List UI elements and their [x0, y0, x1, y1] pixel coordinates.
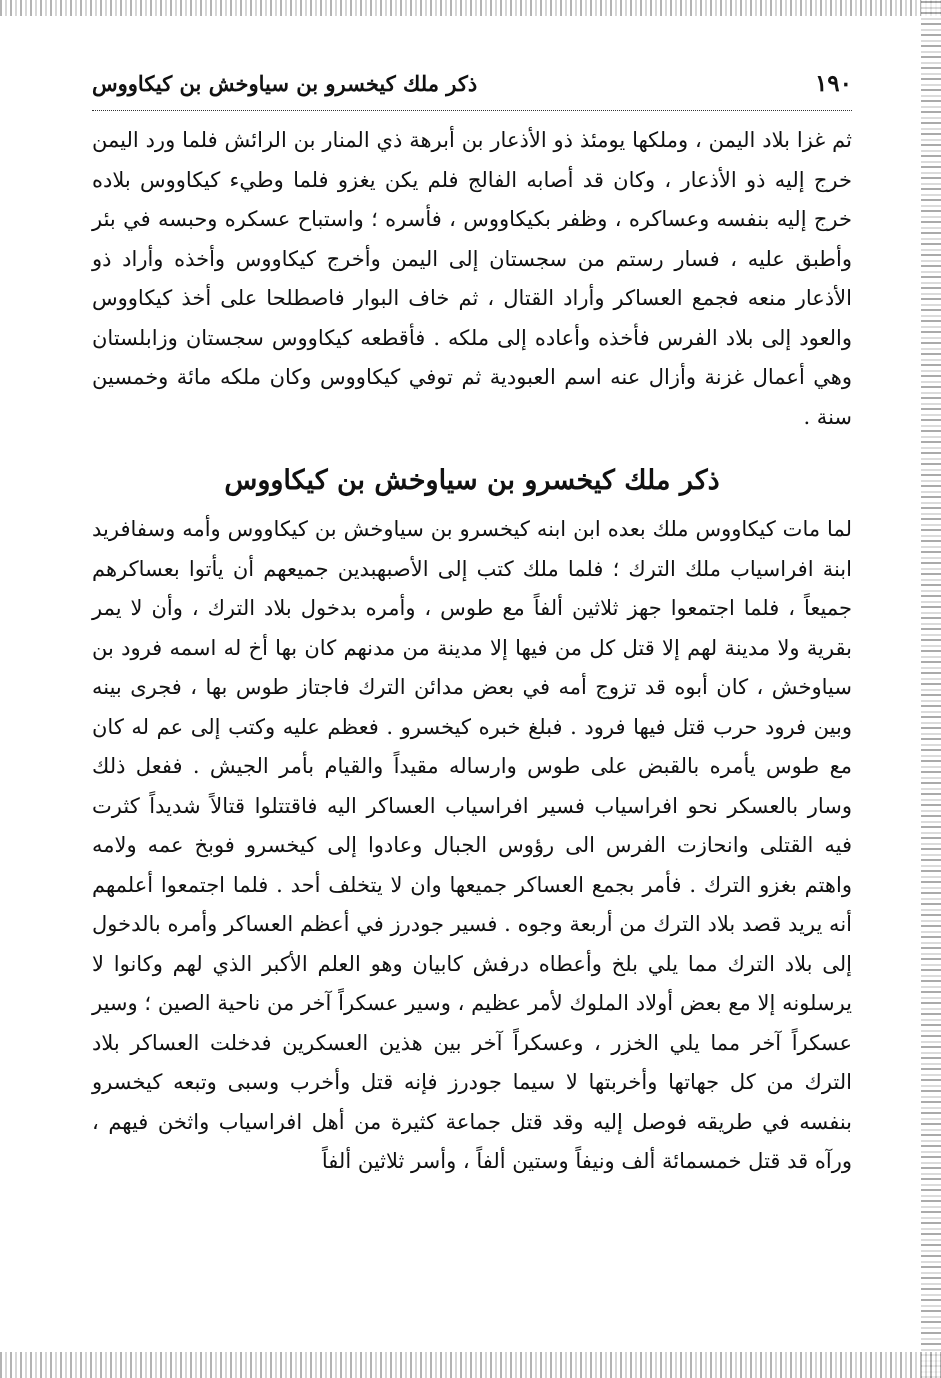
page-number: ١٩٠ [814, 70, 852, 97]
paragraph-body: لما مات كيكاووس ملك بعده ابن ابنه كيخسرو بن سياوخش بن كيكاووس وأمه وسفافريد ابنة افراسياب ملك الترك ؛ فلما ملك كتب إلى الأصبهبدين جميعهم أن يأتوا بعساكرهم جميعاً ، فلما اجتمعوا جهز ثلاثين ألفاً مع طوس ، وأمره بدخول بلاد الترك ، وأن لا يمر بقرية ولا مدينة لهم إلا قتل كل من فيها إلا مدينة من مدنهم كان بها أخ له اسمه فرود بن سياوخش ، كان أبوه قد تزوج أمه في بعض مدائن الترك فاجتاز طوس بها ، فجرى بينه وبين فرود حرب قتل فيها فرود . فبلغ خبره كيخسرو . فعظم عليه وكتب إلى عم له كان مع طوس يأمره بالقبض على طوس وارساله مقيداً والقيام بأمر الجيش . ففعل ذلك وسار بالعسكر نحو افراسياب فسير افراسياب العساكر اليه فاقتتلوا قتالاً شديداً كثرت فيه القتلى وانحازت الفرس الى رؤوس الجبال وعادوا إلى كيخسرو فوبخ عمه ولامه واهتم بغزو الترك . فأمر بجمع العساكر جميعها وان لا يتخلف أحد . فلما اجتمعوا أعلمهم أنه يريد قصد بلاد الترك من أربعة وجوه . فسير جودرز في أعظم العساكر وأمره بالدخول إلى بلاد الترك مما يلي بلخ وأعطاه درفش كابيان وهو العلم الأكبر الذي لهم وكانوا لا يرسلونه إلا مع بعض أولاد الملوك لأمر عظيم ، وسير عسكراً آخر من ناحية الصين ؛ وسير عسكراً آخر مما يلي الخزر ، وعسكراً آخر بين هذين العسكرين فدخلت العساكر بلاد الترك من كل جهاتها وأخربتها لا سيما جودرز فإنه قتل وأخرب وسبى وتبعه كيخسرو بنفسه في طريقه فوصل إليه وقد قتل جماعة كثيرة من أهل افراسياب واثخن فيهم ، ورآه قد قتل خمسمائة ألف ونيفاً وستين ألفاً ، وأسر ثلاثين ألفاً [92, 517, 853, 1173]
scan-border-bottom [0, 1352, 941, 1378]
scan-border-top [0, 0, 941, 16]
paragraph-intro: ثم غزا بلاد اليمن ، وملكها يومئذ ذو الأذعار بن أبرهة ذي المنار بن الرائش فلما ورد اليمن خرج إليه ذو الأذعار ، وكان قد أصابه الفالج فلم يكن يغزو فلما وطيء كيكاووس بلاده خرج إليه بنفسه وعساكره ، وظفر بكيكاووس ، فأسره ؛ واستباح عسكره وحبسه في بئر وأطبق عليه ، فسار رستم من سجستان إلى اليمن وأخرج كيكاووس وأخذه وأراد ذو الأذعار منعه فجمع العساكر وأراد القتال ، ثم خاف البوار فاصطلحا على أخذ كيكاووس والعود إلى بلاد الفرس فأخذه وأعاده إلى ملكه . فأقطعه كيكاووس سجستان وزابلستان وهي أعمال غزنة وأزال عنه اسم العبودية ثم توفي كيكاووس وكان ملكه مائة وخمسين سنة . [92, 128, 852, 429]
running-head [92, 70, 852, 111]
scan-border-right [921, 0, 941, 1378]
running-title: ذكر ملك كيخسرو بن سياوخش بن كيكاووس [92, 71, 478, 96]
section-title: ذكر ملك كيخسرو بن سياوخش بن كيكاووس [224, 465, 720, 496]
book-page [92, 70, 852, 1182]
